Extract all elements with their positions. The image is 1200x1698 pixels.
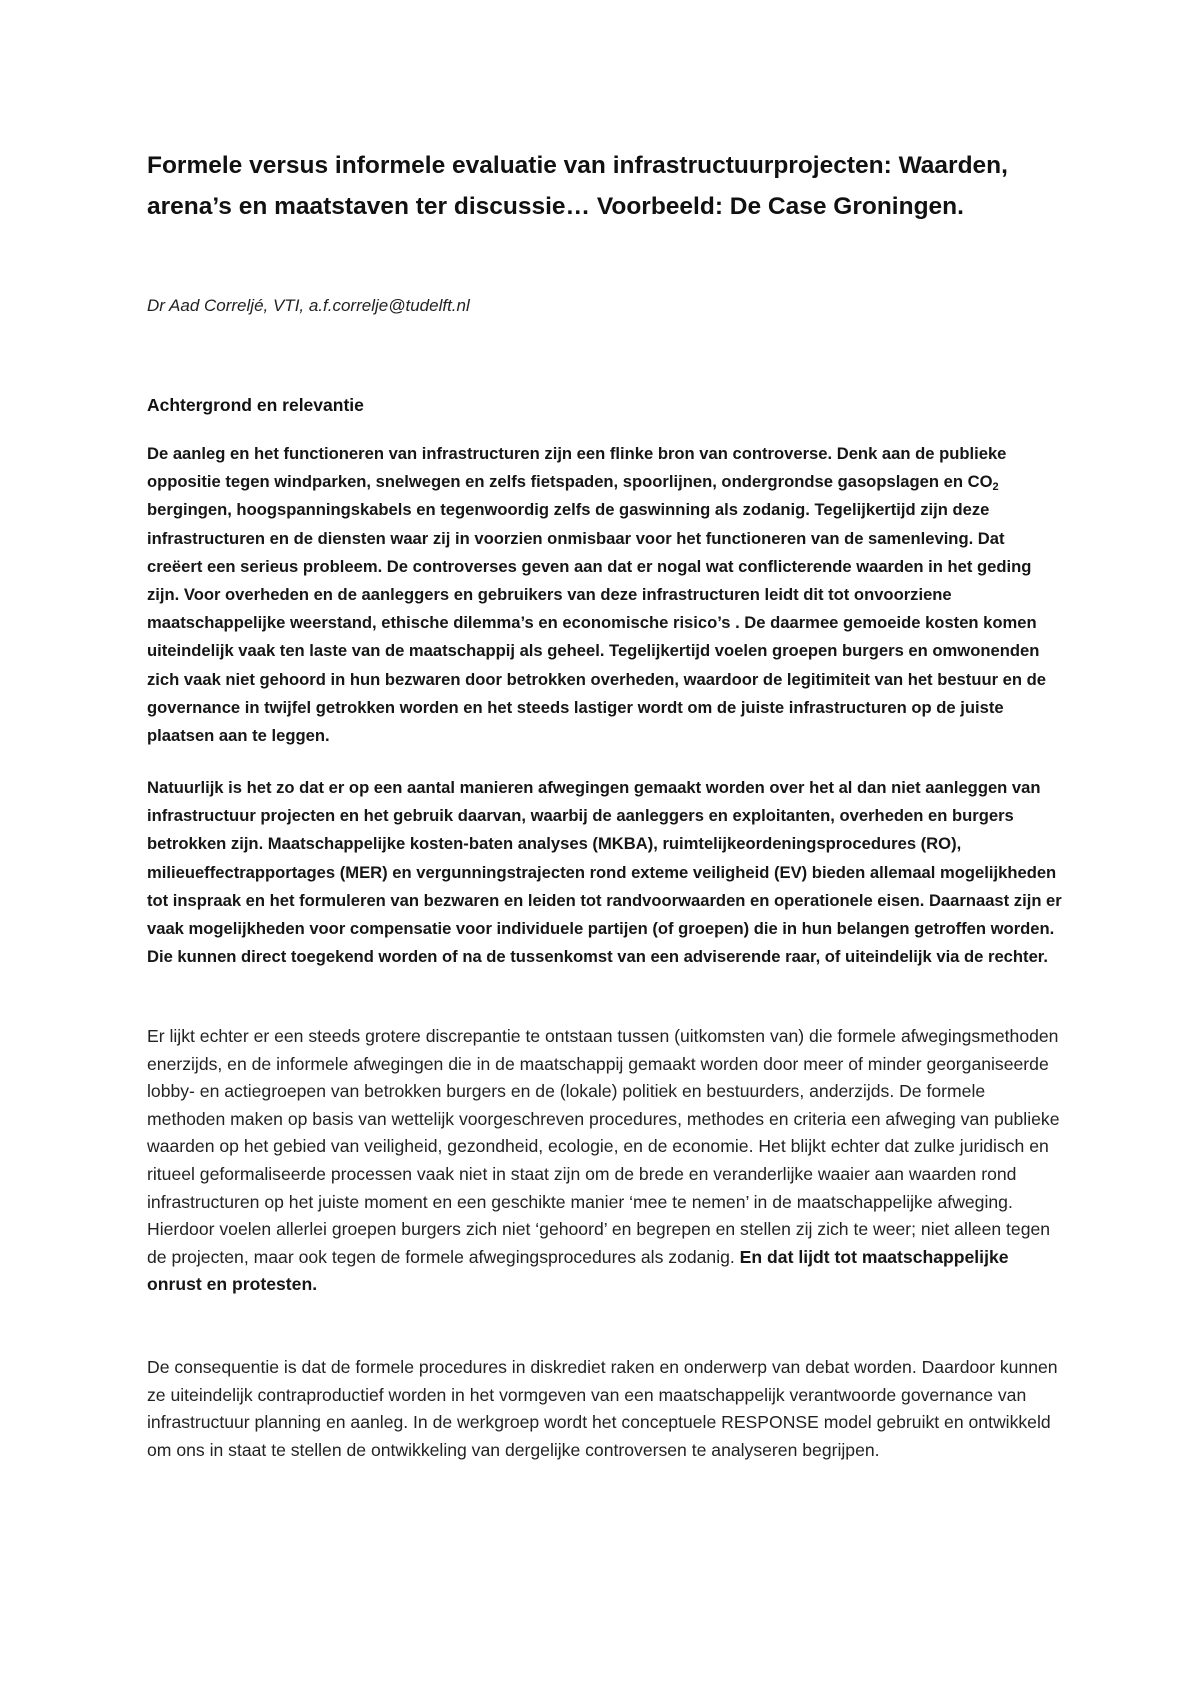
paragraph-1-part-b: bergingen, hoogspanningskabels en tegenwoordig zelfs de gaswinning als zodanig. Tegelijkertijd zijn deze infrastructuren en de diensten waar zij in voorzien onmisbaar voor het functioneren van de samenleving. Dat creëert een serieus probleem. De controverses geven aan dat er nogal wat conflicterende waarden in het geding zijn. Voor overheden en de aanleggers en gebruikers van deze infrastructuren leidt dit tot onvoorziene maatschappelijke weerstand, ethische dilemma’s en economische risico’s . De daarmee gemoeide kosten komen uiteindelijk vaak ten laste van de maatschappij als geheel. Tegelijkertijd voelen groepen burgers en omwonenden zich vaak niet gehoord in hun bezwaren door betrokken overheden, waardoor de legitimiteit van het bestuur en de governance in twijfel getrokken worden en het steeds lastiger wordt om de juiste infrastructuren op de juiste plaatsen aan te leggen. xyxy=(147,500,1046,746)
title-line-2: arena’s en maatstaven ter discussie… Voorbeeld: De Case Groningen. xyxy=(147,193,964,220)
paragraph-4: De consequentie is dat de formele procedures in diskrediet raken en onderwerp van debat worden. Daardoor kunnen ze uiteindelijk contraproductief worden in het vormgeven van een maatschappelijk verantwoorde governance van infrastructuur planning en aanleg. In de werkgroep wordt het conceptuele RESPONSE model gebruikt en ontwikkeld om ons in staat te stellen de ontwikkeling van dergelijke controversen te analyseren begrijpen. xyxy=(147,1357,1058,1460)
paragraph-1-part-a: De aanleg en het functioneren van infrastructuren zijn een flinke bron van controverse. Denk aan de publieke oppositie tegen windparken, snelwegen en zelfs fietspaden, spoorlijnen, ondergrondse gasopslagen en CO xyxy=(147,444,1007,492)
paragraph-3-bold-text: En dat lijdt tot maatschappelijke onrust en protesten. xyxy=(147,1246,1009,1295)
paragraph-1 xyxy=(147,440,1062,750)
section-heading: Achtergrond en relevantie xyxy=(147,395,364,415)
title-line-1: Formele versus informele evaluatie van infrastructuurprojecten: Waarden, xyxy=(147,152,1008,179)
paragraph-3-text: Er lijkt echter er een steeds grotere discrepantie te ontstaan tussen (uitkomsten van) die formele afwegingsmethoden enerzijds, en de informele afwegingen die in de maatschappij gemaakt worden door meer of minder georganiseerde lobby- en actiegroepen van betrokken burgers en de (lokale) politiek en bestuurders, anderzijds. De formele methoden maken op basis van wettelijk voorgeschreven procedures, methodes en criteria een afweging van publieke waarden op het gebied van veiligheid, gezondheid, ecologie, en de economie. Het blijkt echter dat zulke juridisch en ritueel geformaliseerde processen vaak niet in staat zijn om de brede en veranderlijke waaier aan waarden rond infrastructuren op het juiste moment en een geschikte manier ‘mee te nemen’ in de maatschappelijke afweging. Hierdoor voelen allerlei groepen burgers zich niet ‘gehoord’ en begrepen en stellen zij zich te weer; niet alleen tegen de projecten, maar ook tegen de formele afwegingsprocedures als zodanig. xyxy=(147,1026,1060,1267)
document-title xyxy=(147,145,1067,227)
co2-subscript: 2 xyxy=(992,481,999,494)
paragraph-2: Natuurlijk is het zo dat er op een aantal manieren afwegingen gemaakt worden over het al dan niet aanleggen van infrastructuur projecten en het gebruik daarvan, waarbij de aanleggers en exploitanten, overheden en burgers betrokken zijn. Maatschappelijke kosten-baten analyses (MKBA), ruimtelijkeordeningsprocedures (RO), milieueffectrapportages (MER) en vergunningstrajecten rond exteme veiligheid (EV) bieden allemaal mogelijkheden tot inspraak en het formuleren van bezwaren en leiden tot randvoorwaarden en operationele eisen. Daarnaast zijn er vaak mogelijkheden voor compensatie voor individuele partijen (of groepen) die in hun belangen getroffen worden. Die kunnen direct toegekend worden of na de tussenkomst van een adviserende raar, of uiteindelijk via de rechter. xyxy=(147,778,1062,967)
paragraph-3 xyxy=(147,1023,1062,1299)
author-line: Dr Aad Correljé, VTI, a.f.correlje@tudelft.nl xyxy=(147,296,470,315)
